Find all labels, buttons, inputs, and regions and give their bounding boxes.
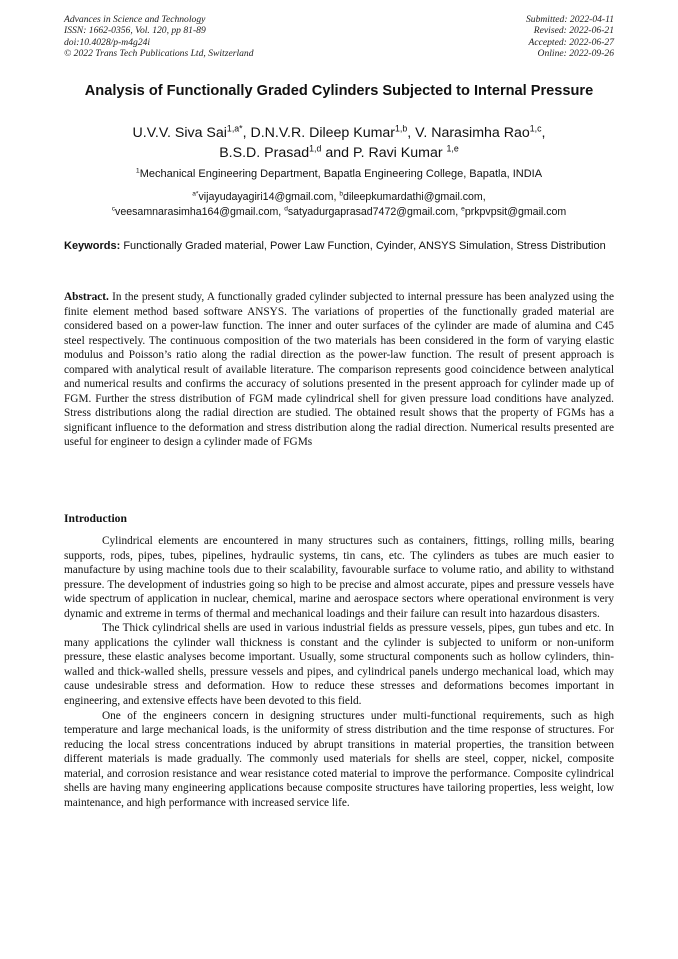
- section-heading: Introduction: [64, 512, 127, 525]
- author-affiliation-mark: 1,c: [529, 123, 542, 134]
- paper-title: Analysis of Functionally Graded Cylinders Subjected to Internal Pressure: [84, 83, 594, 99]
- author-line-1: U.V.V. Siva Sai$^{1,a*}$, D.N.V.R. Dileep Kumar$^{1,b}$, V. Narasimha Rao$^{1,c}$,: [132, 123, 546, 141]
- author-emails: [40, 190, 638, 220]
- author-name: P. Ravi Kumar: [352, 144, 443, 161]
- author-conjunction: and: [325, 144, 349, 161]
- abstract: [64, 290, 614, 450]
- affiliation: [64, 168, 614, 181]
- author-affiliation-mark: 1,e: [446, 142, 459, 153]
- author-name: U.V.V. Siva Sai: [132, 125, 227, 141]
- paragraph: Cylindrical elements are encountered in many structures such as containers, fittings, rolling mills, bearing supports, rods, pipes, tubes, pipelines, hydraulic systems, tin cans, etc. The cylinders as tubes are much easier to manufacture by using machine tools due to their scalability, favourable surface to volume ratio, and ability to withstand pressure. The development of industries going so high to be precise and almost accurate, pipes and pressure vessels have wide spectrum of application in nuclear, chemical, marine and aerospace sectors where operational environment is very dynamic and extreme in terms of thermal and mechanical loadings and their failure can result into hazardous disasters.: [64, 535, 614, 620]
- author-affiliation-mark: 1,b: [395, 123, 408, 134]
- paragraph: The Thick cylindrical shells are used in various industrial fields as pressure vessels, pipes, gun tubes and etc. In many applications the cylinder wall thickness is constant and the cylinder is subjected to uniform or non-uniform pressure, these elastic analyses become important. Usually, some structural components such as hollow cylinders, thin-walled and thick-walled shells, pressure vessels and pipes, and cylindrical panels undergo mechanical load, which may cause undesirable stress and deformation. How to reduce these stresses and deformations becomes important in engineering, and extensive effects have been devoted to this field.: [64, 622, 614, 708]
- keywords-label: Keywords:: [64, 240, 121, 252]
- email-link[interactable]: prkpvpsit@gmail.com: [464, 205, 567, 218]
- email-link[interactable]: vijayudayagiri14@gmail.com,: [198, 191, 337, 203]
- email-mark: b: [339, 190, 344, 198]
- author-name: D.N.V.R. Dileep Kumar: [250, 125, 396, 141]
- abstract-text: In the present study, A functionally graded cylinder subjected to internal pressure has been analyzed using the finite element method based software ANSYS. The variations of properties of the functionally graded material are considered based on a power-law function. The inner and outer surfaces of the cylinder are made of alumina and C45 steel respectively. The continuous composition of the two materials has been considered in the form of varying elastic modulus and Poisson’s ratio along the radial direction as the power-law function. The result of present approach is compared with analytical result of available literature. The comparison represents good coincidence between analytical and numerical results and confirms the accuracy of solutions presented in the present approach for cylinder made up of FGM. Further the stress distribution of FGM made cylindrical shell for given pressure load conditions have analyzed. Stress distributions along the radial direction are studied. The obtained result shows that the property of FGMs has a significant influence to the deformation and stress distribution along the radial direction. Numerical results presented are useful for engineer to design a cylinder made of FGMs: [64, 291, 614, 449]
- email-mark: c: [111, 205, 116, 213]
- email-link[interactable]: satyadurgaprasad7472@gmail.com,: [287, 205, 459, 218]
- author-name: V. Narasimha Rao: [415, 125, 530, 141]
- date-submitted: Submitted: 2022-04-11: [525, 14, 614, 25]
- affiliation-text: Mechanical Engineering Department, Bapatla Engineering College, Bapatla, INDIA: [139, 168, 543, 180]
- email-mark: e: [461, 205, 465, 213]
- introduction-body: [64, 534, 614, 810]
- author-affiliation-mark: 1,a*: [226, 123, 243, 134]
- email-line-2: [40, 205, 638, 220]
- email-mark: a*: [192, 190, 199, 198]
- email-link[interactable]: veesamnarasimha164@gmail.com,: [115, 205, 282, 218]
- email-link[interactable]: dileepkumardathi@gmail.com,: [343, 191, 486, 203]
- author-name: B.S.D. Prasad: [219, 144, 310, 161]
- journal-issn: ISSN: 1662-0356, Vol. 120, pp 81-89: [64, 25, 206, 37]
- keywords-text: Functionally Graded material, Power Law Function, Cyinder, ANSYS Simulation, Stress Distribution: [123, 240, 606, 252]
- author-affiliation-mark: 1,d: [309, 142, 322, 153]
- publication-dates: [526, 14, 614, 60]
- email-line-1: [40, 190, 638, 205]
- journal-info: [64, 14, 254, 60]
- affiliation-mark: 1: [135, 167, 140, 175]
- author-list: [64, 124, 614, 163]
- author-line-2: [64, 144, 614, 164]
- journal-copyright: © 2022 Trans Tech Publications Ltd, Switzerland: [64, 48, 254, 60]
- paragraph: One of the engineers concern in designing structures under multi-functional requirements, such as high temperature and large mechanical loads, is the uniformity of stress distribution and the time response of structures. For reducing the local stress concentrations induced by abrupt transitions in material properties, the transition between different materials is made gradually. The commonly used materials for shells are steel, copper, nickel, composite material, and corrosion resistance and wear resistance coted material to improve the performance. Composite cylindrical shells are having many engineering applications because composite structures have tailoring properties, less weight, low maintenance, and high performance with increased service life.: [64, 709, 614, 809]
- date-revised: Revised: 2022-06-21: [533, 25, 614, 37]
- email-mark: d: [284, 205, 288, 213]
- journal-doi: doi:10.4028/p-m4g24i: [64, 36, 151, 48]
- date-online: Online: 2022-09-26: [537, 48, 614, 60]
- keywords: [64, 239, 614, 253]
- abstract-label: Abstract.: [64, 291, 109, 303]
- date-accepted: Accepted: 2022-06-27: [528, 36, 614, 48]
- journal-name: Advances in Science and Technology: [64, 14, 206, 25]
